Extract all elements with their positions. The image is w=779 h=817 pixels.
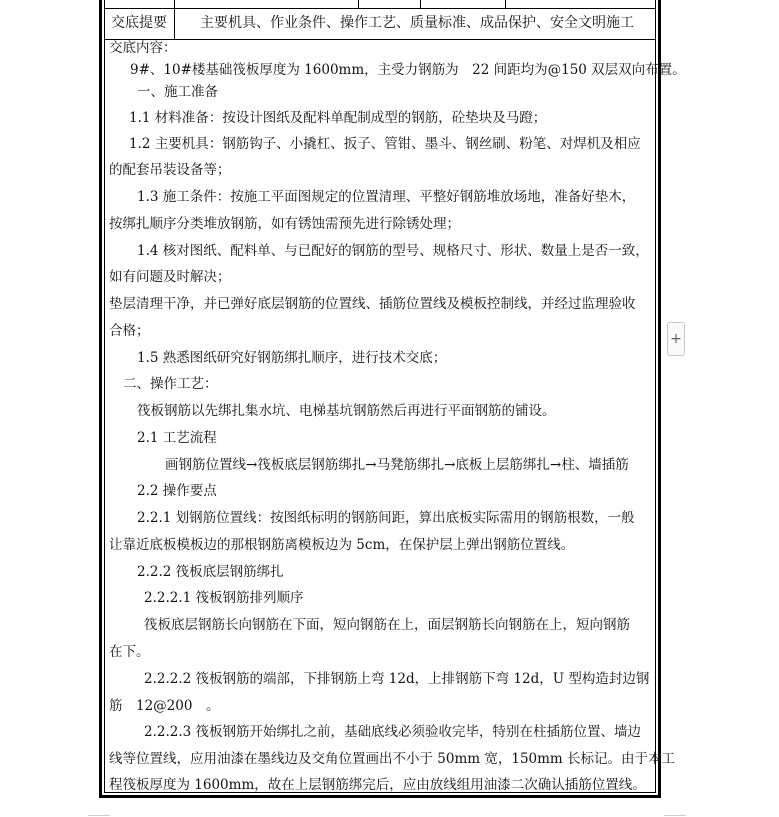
table-column-divider xyxy=(174,0,175,39)
table-column-divider xyxy=(358,0,359,8)
subsection-heading: 2.2 操作要点 xyxy=(137,483,217,499)
subsection-heading: 2.1 工艺流程 xyxy=(137,430,217,446)
paragraph-line: 1.1 材料准备：按设计图纸及配料单配制成型的钢筋，砼垫块及马蹬； xyxy=(129,110,547,126)
paragraph-line: 9#、10#楼基础筏板厚度为 1600mm，主受力钢筋为 22 间距均为@150 双层双向布置。 xyxy=(130,62,686,78)
paragraph-line: 的配套吊装设备等； xyxy=(109,162,231,178)
plus-icon: + xyxy=(670,331,682,347)
paragraph-line: 筋 12@200 。 xyxy=(109,698,220,714)
paragraph-line: 筏板钢筋以先绑扎集水坑、电梯基坑钢筋然后再进行平面钢筋的铺设。 xyxy=(137,403,556,419)
subsection-heading: 2.2.2 筏板底层钢筋绑扎 xyxy=(137,564,284,580)
paragraph-line: 筏板底层钢筋长向钢筋在下面，短向钢筋在上，面层钢筋长向钢筋在上，短向钢筋 xyxy=(144,617,630,633)
page-corner-mark xyxy=(88,815,110,816)
table-column-divider xyxy=(505,0,506,8)
paragraph-line: 让靠近底板模板边的那根钢筋离模板边为 5cm，在保护层上弹出钢筋位置线。 xyxy=(109,537,575,553)
table-column-divider xyxy=(420,0,421,8)
page-corner-mark xyxy=(664,815,686,816)
section-heading: 一、施工准备 xyxy=(137,84,218,100)
subsection-heading: 2.2.2.1 筏板钢筋排列顺序 xyxy=(144,590,304,606)
paragraph-line: 2.2.2.3 筏板钢筋开始绑扎之前，基础底线必须验收完毕，特别在柱插筋位置、墙边 xyxy=(144,724,642,740)
paragraph-line: 1.5 熟悉图纸研究好钢筋绑扎顺序，进行技术交底； xyxy=(137,350,447,366)
content-label: 交底内容： xyxy=(109,40,177,56)
section-heading: 二、操作工艺： xyxy=(123,376,218,392)
paragraph-line: 垫层清理干净，并已弹好底层钢筋的位置线、插筋位置线及模板控制线，并经过监理验收 xyxy=(109,296,636,312)
header-summary: 主要机具、作业条件、操作工艺、质量标准、成品保护、安全文明施工 xyxy=(200,15,634,31)
paragraph-line: 程筏板厚度为 1600mm，故在上层钢筋绑完后，应由放线组用油漆二次确认插筋位置线。 xyxy=(109,777,646,793)
paragraph-line: 2.2.1 划钢筋位置线：按图纸标明的钢筋间距，算出底板实际需用的钢筋根数，一般 xyxy=(137,510,635,526)
paragraph-line: 在下。 xyxy=(109,644,150,660)
process-flow: 画钢筋位置线→筏板底层钢筋绑扎→马凳筋绑扎→底板上层筋绑扎→柱、墙插筋 xyxy=(165,457,629,473)
header-label: 交底提要 xyxy=(111,15,167,31)
paragraph-line: 1.2 主要机具：钢筋钩子、小撬杠、扳子、管钳、墨斗、钢丝刷、粉笔、对焊机及相应 xyxy=(129,136,641,152)
paragraph-line: 合格； xyxy=(109,323,150,339)
paragraph-line: 1.3 施工条件：按施工平面图规定的位置清理、平整好钢筋堆放场地，准备好垫木， xyxy=(137,189,636,205)
paragraph-line: 按绑扎顺序分类堆放钢筋，如有锈蚀需预先进行除锈处理； xyxy=(109,216,460,232)
paragraph-line: 线等位置线，应用油漆在墨线边及交角位置画出不小于 50mm 宽，150mm 长标记。由于本工 xyxy=(109,751,676,767)
table-row-divider xyxy=(104,8,656,9)
table-row-divider xyxy=(104,39,656,40)
paragraph-line: 1.4 核对图纸、配料单、与已配好的钢筋的型号、规格尺寸、形状、数量上是否一致， xyxy=(137,243,649,259)
paragraph-line: 如有问题及时解决； xyxy=(109,269,231,285)
expand-tab-button[interactable] xyxy=(667,322,685,356)
paragraph-line: 2.2.2.2 筏板钢筋的端部，下排钢筋上弯 12d，上排钢筋下弯 12d，U 型构造封边钢 xyxy=(144,671,650,687)
